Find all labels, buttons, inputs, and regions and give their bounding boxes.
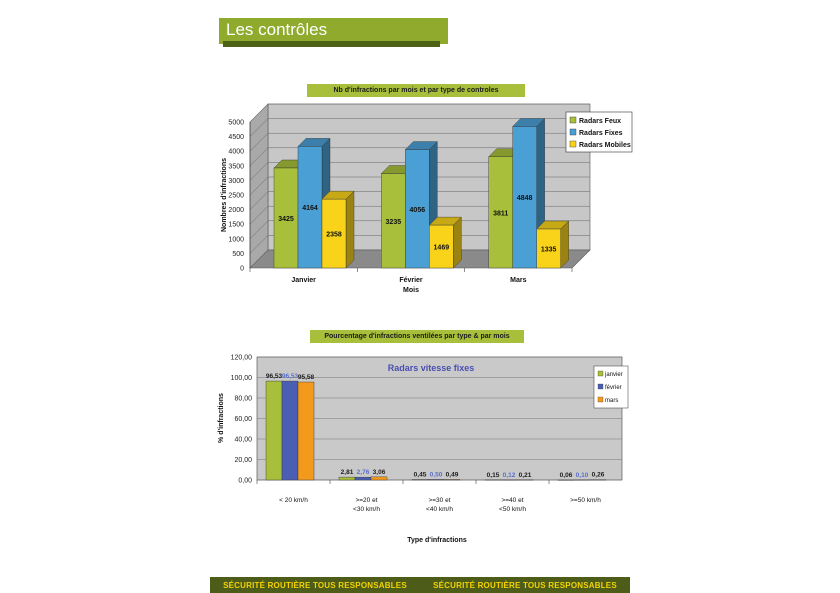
chart2-bar bbox=[266, 381, 282, 480]
footer-slogan-left: SÉCURITÉ ROUTIÈRE TOUS RESPONSABLES bbox=[223, 580, 407, 590]
chart1-ytick-label: 2500 bbox=[228, 192, 244, 200]
chart2-data-label: 0,21 bbox=[518, 471, 532, 479]
chart2-xlabel: Type d'infractions bbox=[407, 537, 467, 544]
chart1-category-label: Mars bbox=[510, 277, 527, 284]
chart1-legend-label: Radars Fixes bbox=[579, 130, 623, 137]
chart2-data-label: 3,06 bbox=[372, 468, 386, 476]
footer-slogan-right: SÉCURITÉ ROUTIÈRE TOUS RESPONSABLES bbox=[433, 580, 617, 590]
chart1-xlabel: Mois bbox=[403, 287, 419, 294]
chart2-data-label: 96,53 bbox=[265, 373, 283, 381]
chart2-legend-swatch bbox=[598, 397, 603, 402]
chart2-category-label: < 20 km/h bbox=[279, 497, 308, 504]
chart2-data-label: 0,15 bbox=[486, 471, 500, 479]
chart2-bar bbox=[428, 479, 444, 480]
chart2-ytick-label: 120,00 bbox=[230, 354, 252, 362]
chart2-category-label: >=30 et bbox=[428, 497, 451, 504]
chart1-ytick-label: 1000 bbox=[228, 236, 244, 244]
chart2-bar bbox=[298, 382, 314, 480]
chart2-category-label: <50 km/h bbox=[499, 506, 526, 513]
chart2-category-label: <40 km/h bbox=[426, 506, 453, 513]
chart2-data-label: 2,76 bbox=[356, 469, 370, 477]
chart2-data-label: 0,50 bbox=[429, 471, 443, 479]
chart2-ytick-label: 80,00 bbox=[234, 395, 252, 403]
chart2-subtitle: Radars vitesse fixes bbox=[387, 363, 475, 373]
chart1-ytick-label: 3500 bbox=[228, 163, 244, 171]
chart2-title: Pourcentage d'infractions ventilées par type & par mois bbox=[310, 330, 524, 343]
chart2-bar bbox=[339, 477, 355, 480]
chart1-ylabel: Nombres d'infractions bbox=[221, 157, 228, 233]
chart1-legend-label: Radars Mobiles bbox=[579, 142, 631, 149]
chart2-data-label: 0,06 bbox=[559, 471, 573, 479]
chart2-bar bbox=[282, 381, 298, 480]
chart1-title: Nb d'infractions par mois et par type de controles bbox=[307, 84, 525, 97]
chart2-legend-swatch bbox=[598, 371, 603, 376]
chart2-category-label: <30 km/h bbox=[353, 506, 380, 513]
footer-bar bbox=[210, 577, 630, 593]
chart2-data-label: 0,10 bbox=[575, 471, 589, 479]
chart1-ytick-label: 2000 bbox=[228, 207, 244, 215]
chart1-data-label: 1335 bbox=[540, 246, 557, 254]
chart1-category-label: Février bbox=[399, 277, 423, 284]
chart1-category-label: Janvier bbox=[291, 277, 316, 284]
chart1-ytick-label: 1500 bbox=[228, 221, 244, 229]
chart1-data-label: 4164 bbox=[302, 205, 318, 213]
chart2-data-label: 0,49 bbox=[445, 471, 459, 479]
chart2-bar bbox=[355, 477, 371, 480]
chart2-category-label: >=20 et bbox=[355, 497, 378, 504]
chart1-data-label: 3425 bbox=[278, 215, 294, 223]
chart2-ytick-label: 20,00 bbox=[234, 457, 252, 464]
chart2-legend-label: février bbox=[605, 385, 622, 391]
chart2-legend-swatch bbox=[598, 384, 603, 389]
chart1-ytick-label: 4500 bbox=[228, 134, 244, 142]
chart2-ytick-label: 40,00 bbox=[234, 436, 252, 444]
page-title: Les contrôles bbox=[226, 20, 328, 39]
chart1-ytick-label: 0 bbox=[240, 265, 244, 273]
chart2-bar bbox=[444, 479, 460, 480]
chart1-ytick-label: 5000 bbox=[228, 119, 244, 127]
chart1-data-label: 3811 bbox=[493, 210, 509, 218]
chart1-ytick-label: 3000 bbox=[228, 177, 244, 185]
chart2-legend-label: mars bbox=[605, 398, 619, 404]
chart1-data-label: 4848 bbox=[516, 195, 533, 203]
chart2-bar bbox=[371, 477, 387, 480]
chart2-ytick-label: 100,00 bbox=[230, 375, 252, 382]
chart1-data-label: 2358 bbox=[326, 231, 342, 239]
chart1-data-label: 4056 bbox=[409, 206, 426, 214]
chart2-category-label: >=40 et bbox=[501, 497, 524, 504]
chart1-legend-label: Radars Feux bbox=[579, 118, 622, 125]
chart1-ytick-label: 4000 bbox=[228, 148, 244, 156]
chart1-data-label: 3235 bbox=[385, 218, 402, 226]
chart2-legend-label: janvier bbox=[605, 372, 623, 378]
chart1-ytick-label: 500 bbox=[232, 250, 244, 258]
chart2-ylabel: % d'infractions bbox=[218, 393, 225, 443]
chart2-data-label: 0,26 bbox=[591, 471, 605, 479]
chart2-data-label: 96,53 bbox=[281, 373, 299, 381]
chart2-data-label: 2,81 bbox=[340, 469, 354, 477]
chart2-data-label: 0,45 bbox=[413, 471, 427, 479]
chart2-category-label: >=50 km/h bbox=[570, 497, 601, 504]
chart2-data-label: 95,58 bbox=[297, 374, 315, 382]
chart2-ytick-label: 0,00 bbox=[238, 477, 252, 485]
chart2-ytick-label: 60,00 bbox=[234, 416, 252, 423]
chart2-data-label: 0,12 bbox=[502, 471, 516, 479]
chart1-data-label: 1469 bbox=[433, 244, 450, 252]
